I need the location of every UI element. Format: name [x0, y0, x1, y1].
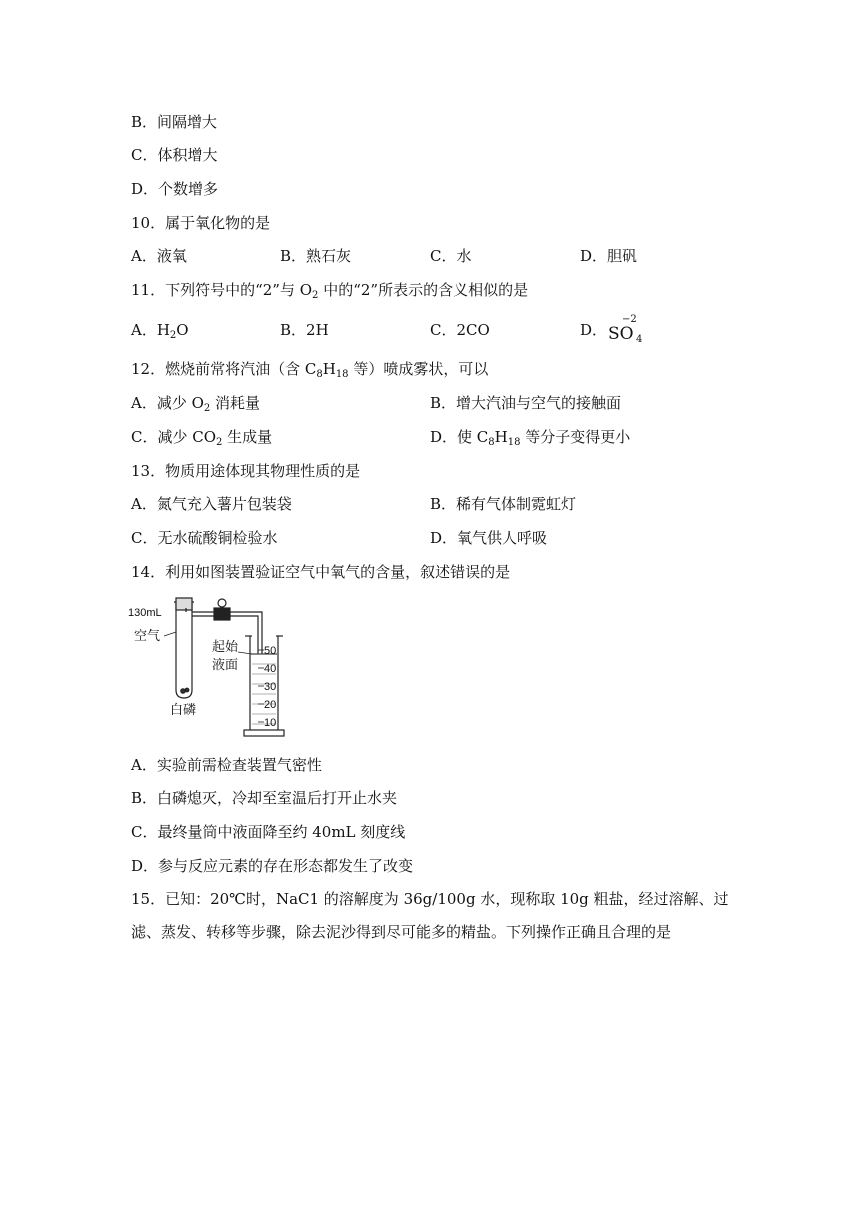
q13-option-b: B．稀有气体制霓虹灯 — [430, 495, 577, 513]
q11-stem — [131, 280, 528, 300]
q12-stem — [131, 359, 488, 379]
cylinder-base — [244, 730, 284, 736]
q11-option-a — [131, 320, 189, 340]
q11-stem-part: 中的“2”所表示的含义相似的是 — [318, 281, 529, 299]
q12-option-a-text: 消耗量 — [210, 394, 261, 412]
q14-option-b: B．白磷熄灭，冷却至室温后打开止水夹 — [131, 789, 398, 807]
q11-option-c: C．2CO — [430, 321, 490, 339]
q12-option-b: B．增大汽油与空气的接触面 — [430, 394, 622, 412]
q12-stem-part: H — [322, 360, 336, 378]
label-phosphorus: 白磷 — [170, 702, 197, 717]
q11-option-a-text: O — [176, 321, 189, 339]
tick-label: 40 — [264, 663, 277, 675]
q10-option-a: A．液氧 — [131, 247, 187, 265]
water-clamp — [214, 608, 230, 620]
q13-stem: 13．物质用途体现其物理性质的是 — [131, 462, 361, 480]
q12-option-d-text: D．使 C — [430, 428, 489, 446]
tick-label: 10 — [264, 717, 277, 729]
label-surface: 液面 — [212, 657, 239, 672]
q11-option-d-label: D． — [580, 321, 608, 339]
tick-label: 20 — [264, 699, 277, 711]
q14-option-d: D．参与反应元素的存在形态都发生了改变 — [131, 857, 414, 875]
q12-option-c — [131, 427, 272, 447]
q15-stem: 15．已知：20℃时，NaC1 的溶解度为 36g/100g 水，现称取 10g 粗盐，经过溶解、过滤、蒸发、转移等步骤，除去泥沙得到尽可能多的精盐。下列操作正确且合理的是 — [131, 890, 729, 941]
q12-option-a — [131, 393, 260, 413]
rubber-stopper — [176, 598, 192, 610]
q14-option-a: A．实验前需检查装置气密性 — [131, 756, 322, 774]
q12-option-d-subscript: 8 — [488, 437, 495, 448]
q12-stem-subscript: 8 — [316, 369, 323, 380]
oxygen-content-apparatus-diagram — [128, 594, 288, 740]
q12-stem-part: 等）喷成雾状，可以 — [348, 360, 489, 378]
label-air: 空气 — [134, 628, 161, 643]
q12-option-c-text: C．减少 CO — [131, 428, 217, 446]
q12-stem-part: 12．燃烧前常将汽油（含 C — [131, 360, 317, 378]
q11-option-d-symbol: SO — [608, 324, 634, 344]
q13-option-c: C．无水硫酸铜检验水 — [131, 529, 278, 547]
q11-stem-subscript: 2 — [312, 290, 319, 301]
label-start: 起始 — [212, 639, 239, 654]
tick-label: 50 — [264, 645, 277, 657]
test-tube — [176, 602, 192, 698]
q9-option-b: B．间隔增大 — [131, 113, 218, 131]
q12-option-a-subscript: 2 — [203, 403, 211, 414]
label-volume: 130mL — [128, 607, 162, 619]
q11-option-d-subscript: 4 — [636, 334, 643, 345]
q10-option-d: D．胆矾 — [580, 247, 638, 265]
tick-label: 30 — [264, 681, 277, 693]
q10-option-b: B．熟石灰 — [280, 247, 352, 265]
q11-option-a-text: A．H — [131, 321, 170, 339]
q11-stem-part: 11．下列符号中的“2”与 O — [131, 281, 313, 299]
q12-option-c-subscript: 2 — [216, 437, 223, 448]
q11-option-d-superscript: −2 — [622, 314, 637, 325]
q11-option-b: B．2H — [280, 321, 329, 339]
q10-stem: 10．属于氧化物的是 — [131, 214, 271, 232]
q12-stem-subscript: 18 — [335, 369, 349, 380]
q12-option-d-text: H — [494, 428, 508, 446]
q12-option-d-text: 等分子变得更小 — [520, 428, 631, 446]
q11-option-a-subscript: 2 — [169, 330, 177, 341]
q10-option-c: C．水 — [430, 247, 472, 265]
q12-option-a-text: A．减少 O — [131, 394, 204, 412]
q11-option-d-formula — [608, 316, 648, 346]
q9-option-d: D．个数增多 — [131, 180, 219, 198]
q14-option-c: C．最终量筒中液面降至约 40mL 刻度线 — [131, 823, 406, 841]
q13-option-a: A．氮气充入薯片包装袋 — [131, 495, 292, 513]
q12-option-c-text: 生成量 — [222, 428, 273, 446]
q12-option-d-subscript: 18 — [507, 437, 521, 448]
q14-stem: 14．利用如图装置验证空气中氧气的含量，叙述错误的是 — [131, 563, 511, 581]
q9-option-c: C．体积增大 — [131, 146, 218, 164]
q12-option-d — [430, 427, 630, 447]
q13-option-d: D．氧气供人呼吸 — [430, 529, 548, 547]
